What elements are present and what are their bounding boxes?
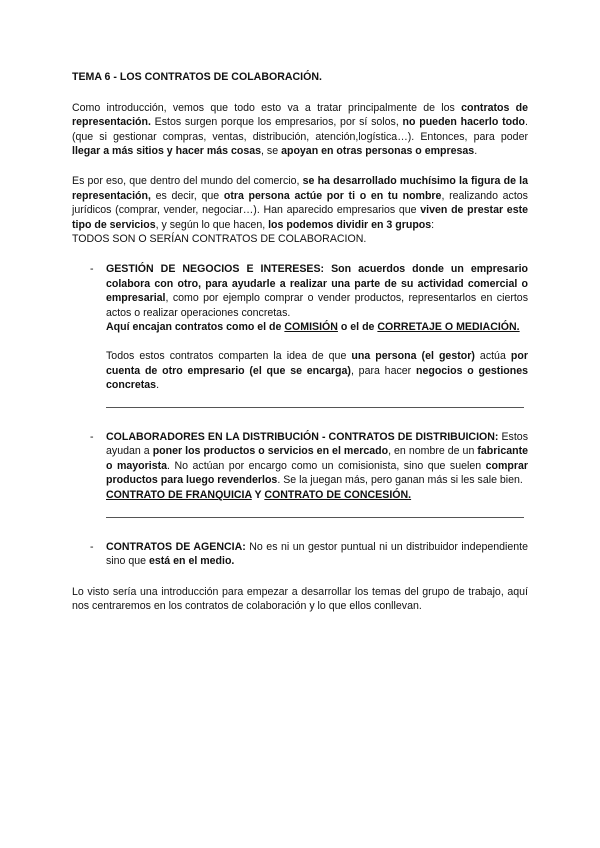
text-run: . [474, 145, 478, 158]
bold-run: una persona (el gestor) [351, 349, 475, 362]
text-run: Como introducción, vemos que todo esto va a tratar principalmente de los [72, 101, 462, 114]
item-text [106, 540, 528, 569]
underlined-run: COMISIÓN [284, 321, 338, 334]
document-title: TEMA 6 - LOS CONTRATOS DE COLABORACIÓN. [72, 71, 322, 83]
bold-run: Aquí encajan contratos como el de [106, 321, 285, 334]
text-run: actúa [474, 349, 511, 362]
bullet-dash: - [90, 262, 94, 275]
text-run: , y según lo que hacen, [155, 218, 269, 231]
text-run: , se [261, 145, 282, 158]
list-item-distribucion [72, 430, 528, 503]
bold-run: llegar a más sitios y hacer más cosas [72, 145, 262, 158]
closing-paragraph: Lo visto sería una introducción para empezar a desarrollar los temas del grupo de trabajo, aquí nos centraremos en los contratos de colaboración y lo que ellos conllevan. [72, 585, 528, 613]
bold-run: otra persona actúe por ti o en tu nombre [223, 189, 442, 202]
text-run: : [431, 218, 435, 231]
bold-run: Y [251, 489, 265, 502]
bold-run: viven de prestar este tipo de servicios [72, 204, 528, 231]
text-run: . No actúan por encargo como un comisionista, sino que suelen [167, 459, 486, 472]
bold-run: comprar productos para luego revenderlos [106, 459, 529, 487]
text-run: , realizando actos jurídicos (comprar, vender, negociar…). Han aparecido empresarios que [72, 189, 528, 217]
item-text [106, 349, 528, 393]
text-run: . (que si gestionar compras, ventas, distribución, atención,logística…). Entonces, para poder [72, 116, 528, 143]
bold-run: por cuenta de otro empresario (el que se encarga) [106, 349, 528, 377]
bold-run: poner los productos o servicios en el mercado [152, 445, 389, 458]
bold-run: está en el medio. [149, 555, 235, 568]
bullet-dash: - [90, 430, 94, 443]
list-item-gestion [72, 262, 528, 393]
text-run: Estos ayudan a [106, 430, 528, 458]
bold-run: se ha desarrollado muchísimo la figura de la representación, [72, 174, 528, 202]
bold-run: CONTRATOS DE AGENCIA: [106, 540, 246, 553]
bold-run: fabricante o mayorista [106, 445, 528, 472]
list-item-agencia [72, 540, 528, 569]
bullet-dash: - [90, 540, 94, 553]
horizontal-divider [106, 517, 524, 518]
document-page [72, 70, 528, 614]
text-run: No es ni un gestor puntual ni un distribuidor independiente sino que [106, 540, 529, 568]
text-run: Es por eso, que dentro del mundo del comercio, [72, 174, 303, 187]
text-run: , para hacer [350, 364, 416, 377]
text-run: Estos surgen porque los empresarios, por sí solos, [150, 116, 403, 129]
underlined-run: CORRETAJE O MEDIACIÓN. [377, 321, 520, 334]
text-run: , como por ejemplo comprar o vender productos, representarlos en ciertos actos o realizar operaciones concretas. [106, 292, 528, 319]
text-run: . Se la juegan más, pero ganan más si les sale bien. [277, 474, 523, 487]
item-text [106, 262, 528, 335]
text-run: es decir, que [150, 189, 224, 202]
bold-run: contratos de representación. [72, 101, 528, 129]
text-run: . [156, 379, 160, 392]
bold-run: no pueden hacerlo todo [402, 116, 526, 129]
underlined-run: CONTRATO DE FRANQUICIA [106, 489, 252, 502]
bold-run: apoyan en otras personas o empresas [281, 145, 475, 158]
bold-run: negocios o gestiones concretas [106, 364, 529, 392]
bold-run: o el de [337, 321, 378, 334]
text-run: TODOS SON O SERÍAN CONTRATOS DE COLABORACION. [72, 233, 367, 246]
representation-paragraph [72, 174, 528, 247]
bold-run: COLABORADORES EN LA DISTRIBUCIÓN - CONTRATOS DE DISTRIBUICION: [106, 430, 499, 443]
item-text [106, 430, 528, 503]
bold-run: los podemos dividir en 3 grupos [268, 218, 432, 231]
contract-groups-list [72, 262, 528, 569]
text-run: , en nombre de un [388, 445, 478, 458]
text-run: Todos estos contratos comparten la idea de que [106, 349, 352, 362]
underlined-run: CONTRATO DE CONCESIÓN. [264, 489, 412, 502]
horizontal-divider [106, 407, 524, 408]
bold-run: GESTIÓN DE NEGOCIOS E INTERESES: Son acuerdos donde un empresario colabora con otro, para ayudarle a realizar una parte de su actividad comercial o empresarial [106, 262, 528, 305]
intro-paragraph [72, 101, 528, 159]
